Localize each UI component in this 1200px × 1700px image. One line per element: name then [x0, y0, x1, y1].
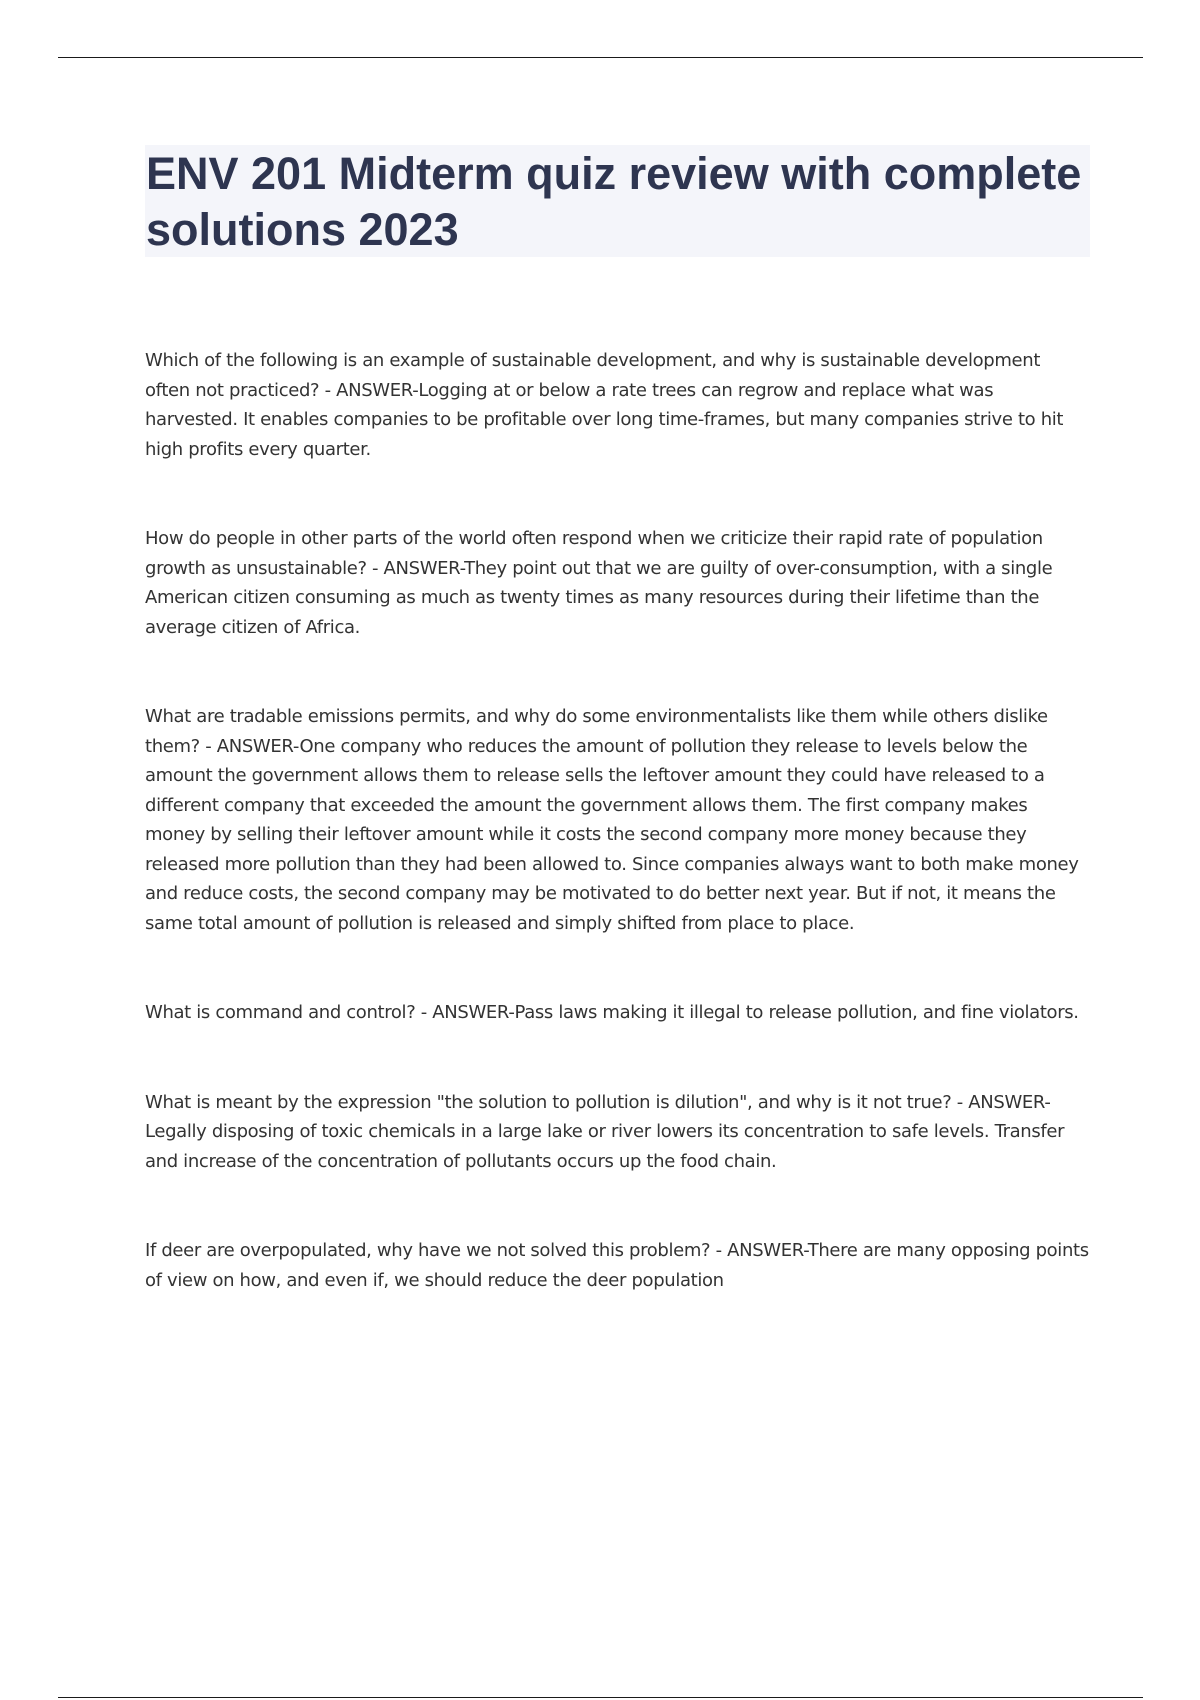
question-text: If deer are overpopulated, why have we not solved this problem?	[145, 1240, 711, 1261]
answer-label: - ANSWER-	[710, 1240, 808, 1261]
question-text: What is meant by the expression "the solution to pollution is dilution", and why is it not true?	[145, 1091, 952, 1113]
footer-rule	[58, 1697, 1143, 1698]
answer-label: - ANSWER-	[951, 1091, 1051, 1113]
answer-text: There are many opposing points of view on how, and even if, we should reduce the deer population	[145, 1240, 1089, 1291]
answer-label: - ANSWER-	[415, 1002, 515, 1023]
qa-item	[145, 346, 1090, 464]
qa-list	[145, 346, 1090, 1355]
answer-label: - ANSWER-	[199, 735, 300, 757]
qa-item	[145, 524, 1090, 642]
question-text: What are tradable emissions permits, and why do some environmentalists like them while others dislike them?	[145, 706, 1048, 757]
answer-label: - ANSWER-	[366, 557, 465, 579]
answer-text: Legally disposing of toxic chemicals in a large lake or river lowers its concentration to safe levels. Transfer and increase of the concentration of pollutants occurs up the food chain.	[145, 1121, 1065, 1172]
answer-text: Pass laws making it illegal to release pollution, and fine violators.	[514, 1002, 1079, 1023]
header-rule	[58, 57, 1143, 58]
answer-text: They point out that we are guilty of over-consumption, with a single American citizen consuming as much as twenty times as many resources during their lifetime than the average citizen of Africa.	[145, 557, 1053, 638]
question-text: What is command and control?	[145, 1002, 416, 1023]
qa-item	[145, 1088, 1090, 1177]
answer-label: - ANSWER-	[319, 379, 419, 401]
qa-item	[145, 1236, 1090, 1295]
qa-item	[145, 702, 1090, 938]
answer-text: One company who reduces the amount of pollution they release to levels below the amount the government allows them to release sells the leftover amount they could have released to a different company that exceeded the amount the government allows them. The first company makes money by selling their leftover amount while it costs the second company more money because they released more pollution than they had been allowed to. Since companies always want to both make money and reduce costs, the second company may be motivated to do better next year. But if not, it means the same total amount of pollution is released and simply shifted from place to place.	[145, 735, 1079, 934]
question-text: How do people in other parts of the world often respond when we criticize their rapid rate of population growth as unsustainable?	[145, 528, 1043, 579]
document-title: ENV 201 Midterm quiz review with complete solutions 2023	[146, 148, 1082, 255]
qa-item	[145, 998, 1090, 1028]
question-text: Which of the following is an example of sustainable development, and why is sustainable development often not practiced?	[145, 350, 1041, 401]
answer-text: Logging at or below a rate trees can regrow and replace what was harvested. It enables companies to be profitable over long time-frames, but many companies strive to hit high profits every quarter.	[145, 379, 1064, 460]
